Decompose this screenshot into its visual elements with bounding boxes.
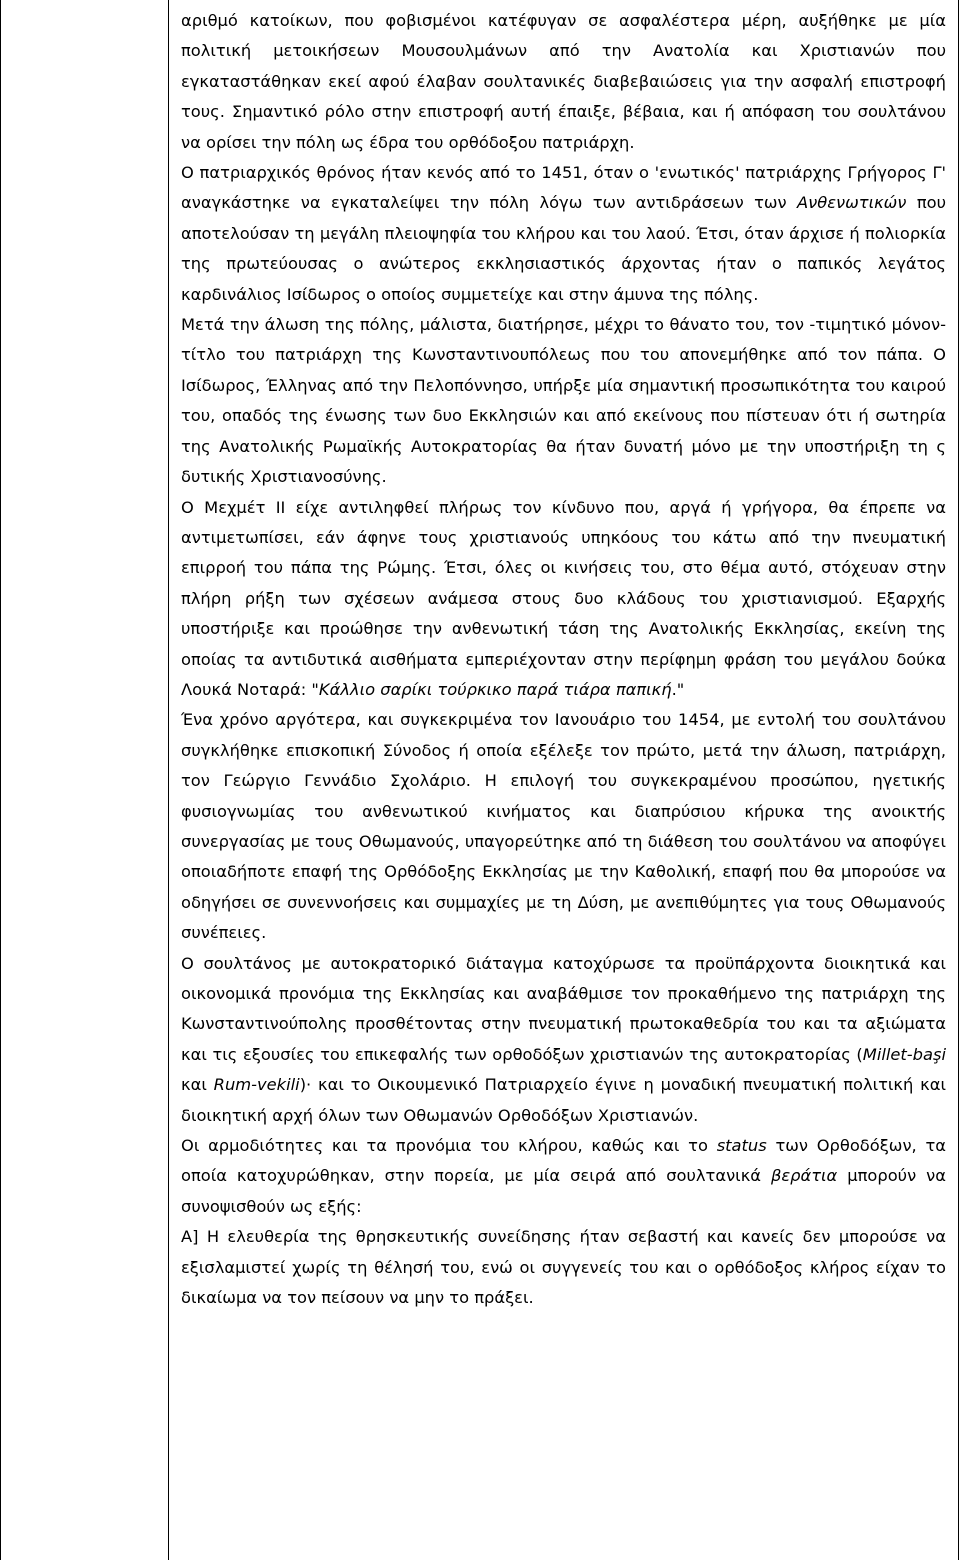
paragraph — [181, 310, 946, 492]
italic-text: Millet-başi — [862, 1044, 946, 1064]
text-run: Οι αρμοδιότητες και τα προνόμια του κλήρου, καθώς και το — [181, 1136, 717, 1156]
paragraph — [181, 1222, 946, 1313]
italic-text: βεράτια — [770, 1166, 838, 1186]
text-run: Μετά την άλωση της πόλης, μάλιστα, διατήρησε, μέχρι το θάνατο του, τον -τιμητικό μόνον-τίτλο του πατριάρχη της Κωνσταντινουπόλεως που του απονεμήθηκε από τον πάπα. Ο Ισίδωρος, Έλληνας από την Πελοπόννησο, υπήρξε μία σημαντική προσωπικότητα του καιρού του, οπαδός της ένωσης των δυο Εκκλησιών και από εκείνους που πίστευαν ότι ή σωτηρία της Ανατολικής Ρωμαϊκής Αυτοκρατορίας θα ήταν δυνατή μόνο με την υποστήριξη τη ς δυτικής Χριστιανοσύνης. — [181, 315, 946, 487]
paragraph — [181, 949, 946, 1131]
italic-text: Rum-vekili — [213, 1075, 300, 1095]
paragraph — [181, 6, 946, 158]
paragraph — [181, 705, 946, 948]
text-run: που αποτελούσαν τη μεγάλη πλειοψηφία του κλήρου και του λαού. Έτσι, όταν άρχισε ή πολιορκία της πρωτεύουσας ο ανώτερος εκκλησιαστικός άρχοντας ήταν ο παπικός λεγάτος καρδινάλιος Ισίδωρος ο οποίος συμμετείχε και στην άμυνα της πόλης. — [181, 193, 946, 304]
italic-text: status — [716, 1136, 767, 1156]
italic-text: Κάλλιο σαρίκι τούρκικο παρά τιάρα παπική — [318, 679, 672, 699]
text-run: )· και το Οικουμενικό Πατριαρχείο έγινε η μοναδική πνευματική πολιτική και διοικητική αρχή όλων των Οθωμανών Ορθοδόξων Χριστιανών. — [181, 1075, 946, 1125]
text-run: Ο Μεχμέτ ΙΙ είχε αντιληφθεί πλήρως τον κίνδυνο που, αργά ή γρήγορα, θα έπρεπε να αντιμετωπίσει, εάν άφηνε τους χριστιανούς υπηκόους του κάτω από την πνευματική επιρροή του πάπα της Ρώμης. Έτσι, όλες οι κινήσεις του, στο θέμα αυτό, στόχευαν στην πλήρη ρήξη των σχέσεων ανάμεσα στους δυο κλάδους του χριστιανισμού. Εξαρχής υποστήριξε και προώθησε την ανθενωτική τάση της Ανατολικής Εκκλησίας, εκείνη της οποίας τα αντιδυτικά αισθήματα εμπεριέχονταν στην περίφημη φράση του μεγάλου δούκα Λουκά Νοταρά: " — [181, 497, 946, 699]
paragraph — [181, 493, 946, 706]
text-run: ." — [671, 679, 685, 699]
left-margin-column — [1, 0, 169, 1560]
text-run: και — [181, 1075, 214, 1095]
text-run: Ο σουλτάνος με αυτοκρατορικό διάταγμα κατοχύρωσε τα προϋπάρχοντα διοικητικά και οικονομικά προνόμια της Εκκλησίας και αναβάθμισε τον προκαθήμενο της πατριάρχη της Κωνσταντινούπολης προσθέτοντας στην πνευματική πρωτοκαθεδρία του και τα αξιώματα και τις εξουσίες του επικεφαλής των ορθοδόξων χριστιανών της αυτοκρατορίας ( — [181, 953, 946, 1064]
text-run: Ο πατριαρχικός θρόνος ήταν κενός από το 1451, όταν ο 'ενωτικός' πατριάρχης Γρήγορος Γ' αναγκάστηκε να εγκαταλείψει την πόλη λόγω των αντιδράσεων των — [181, 163, 946, 213]
text-run: Α] Η ελευθερία της θρησκευτικής συνείδησης ήταν σεβαστή και κανείς δεν μπορούσε να εξισλαμιστεί χωρίς τη θέλησή του, ενώ οι συγγενείς του και ο ορθόδοξος κλήρος είχαν το δικαίωμα να τον πείσουν να μην το πράξει. — [181, 1227, 946, 1308]
paragraph — [181, 1131, 946, 1222]
italic-text: Ανθενωτικών — [797, 193, 907, 213]
text-run: μπορούν να συνοψισθούν ως εξής: — [181, 1166, 946, 1216]
paragraph — [181, 158, 946, 310]
text-run: Ένα χρόνο αργότερα, και συγκεκριμένα τον Ιανουάριο του 1454, με εντολή του σουλτάνου συγκλήθηκε επισκοπική Σύνοδος ή οποία εξέλεξε τον πρώτο, μετά την άλωση, πατριάρχη, τον Γεώργιο Γεννάδιο Σχολάριο. Η επιλογή του συγκεκραμένου προσώπου, ηγετικής φυσιογνωμίας του ανθενωτικού κινήματος και διαπρύσιου κήρυκα της ανοικτής συνεργασίας με τους Οθωμανούς, υπαγορεύτηκε από τη διάθεση του σουλτάνου να αποφύγει οποιαδήποτε επαφή της Ορθόδοξης Εκκλησίας με την Καθολική, επαφή που θα μπορούσε να οδηγήσει σε συνεννοήσεις και συμμαχίες με τη Δύση, με ανεπιθύμητες για τους Οθωμανούς συνέπειες. — [181, 710, 946, 943]
text-run: αριθμό κατοίκων, που φοβισμένοι κατέφυγαν σε ασφαλέστερα μέρη, αυξήθηκε με μία πολιτική μετοικήσεων Μουσουλμάνων από την Ανατολία και Χριστιανών που εγκαταστάθηκαν εκεί αφού έλαβαν σουλτανικές διαβεβαιώσεις για την ασφαλή επιστροφή τους. Σημαντικό ρόλο στην επιστροφή αυτή έπαιξε, βέβαια, και ή απόφαση του σουλτάνου να ορίσει την πόλη ως έδρα του ορθόδοξου πατριάρχη. — [181, 11, 946, 152]
document-body — [181, 6, 946, 1313]
text-run: των Ορθοδόξων, τα οποία κατοχυρώθηκαν, στην πορεία, με μία σειρά από σουλτανικά — [181, 1136, 946, 1186]
